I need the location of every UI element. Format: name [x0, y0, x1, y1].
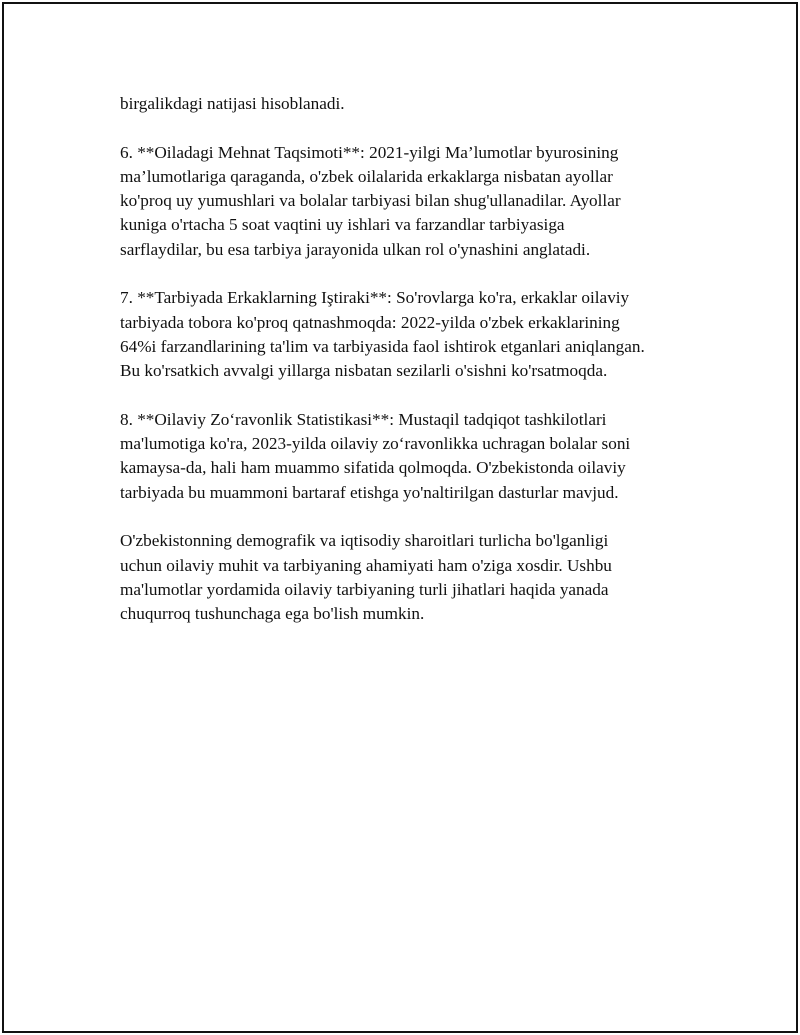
text-line: 8. **Oilaviy Zo‘ravonlik Statistikasi**: Mustaqil tadqiqot tashkilotlari: [120, 409, 607, 429]
text-line: ma'lumotlar yordamida oilaviy tarbiyaning turli jihatlari haqida yanada: [120, 579, 609, 599]
paragraph-item-6-labor-division: [120, 141, 710, 262]
text-line: chuqurroq tushunchaga ega bo'lish mumkin.: [120, 604, 425, 624]
text-line: tarbiyada tobora ko'proq qatnashmoqda: 2022-yilda o'zbek erkaklarining: [120, 312, 620, 332]
text-line: ko'proq uy yumushlari va bolalar tarbiyasi bilan shug'ullanadilar. Ayollar: [120, 191, 621, 211]
document-body: [120, 92, 710, 651]
text-line: O'zbekistonning demografik va iqtisodiy sharoitlari turlicha bo'lganligi: [120, 531, 609, 551]
paragraph-conclusion: [120, 529, 710, 626]
document-page: [2, 2, 798, 1033]
paragraph-continuation: [120, 92, 710, 116]
text-line: uchun oilaviy muhit va tarbiyaning ahamiyati ham o'ziga xosdir. Ushbu: [120, 555, 612, 575]
text-line: 7. **Tarbiyada Erkaklarning Iştiraki**: So'rovlarga ko'ra, erkaklar oilaviy: [120, 288, 630, 308]
text-line: ma'lumotiga ko'ra, 2023-yilda oilaviy zo‘ravonlikka uchragan bolalar soni: [120, 434, 631, 454]
text-line: kamaysa-da, hali ham muammo sifatida qolmoqda. O'zbekistonda oilaviy: [120, 458, 626, 478]
text-line: kuniga o'rtacha 5 soat vaqtini uy ishlari va farzandlar tarbiyasiga: [120, 215, 565, 235]
paragraph-item-7-men-participation: [120, 286, 710, 383]
text-line: 6. **Oiladagi Mehnat Taqsimoti**: 2021-yilgi Ma’lumotlar byurosining: [120, 142, 619, 162]
text-line: ma’lumotlariga qaraganda, o'zbek oilalarida erkaklarga nisbatan ayollar: [120, 166, 613, 186]
text-line: birgalikdagi natijasi hisoblanadi.: [120, 94, 345, 113]
text-line: sarflaydilar, bu esa tarbiya jarayonida ulkan rol o'ynashini anglatadi.: [120, 239, 591, 259]
text-line: tarbiyada bu muammoni bartaraf etishga yo'naltirilgan dasturlar mavjud.: [120, 482, 619, 502]
paragraph-item-8-violence-statistics: [120, 408, 710, 505]
text-line: Bu ko'rsatkich avvalgi yillarga nisbatan sezilarli o'sishni ko'rsatmoqda.: [120, 361, 608, 381]
text-line: 64%i farzandlarining ta'lim va tarbiyasida faol ishtirok etganlari aniqlangan.: [120, 336, 645, 356]
